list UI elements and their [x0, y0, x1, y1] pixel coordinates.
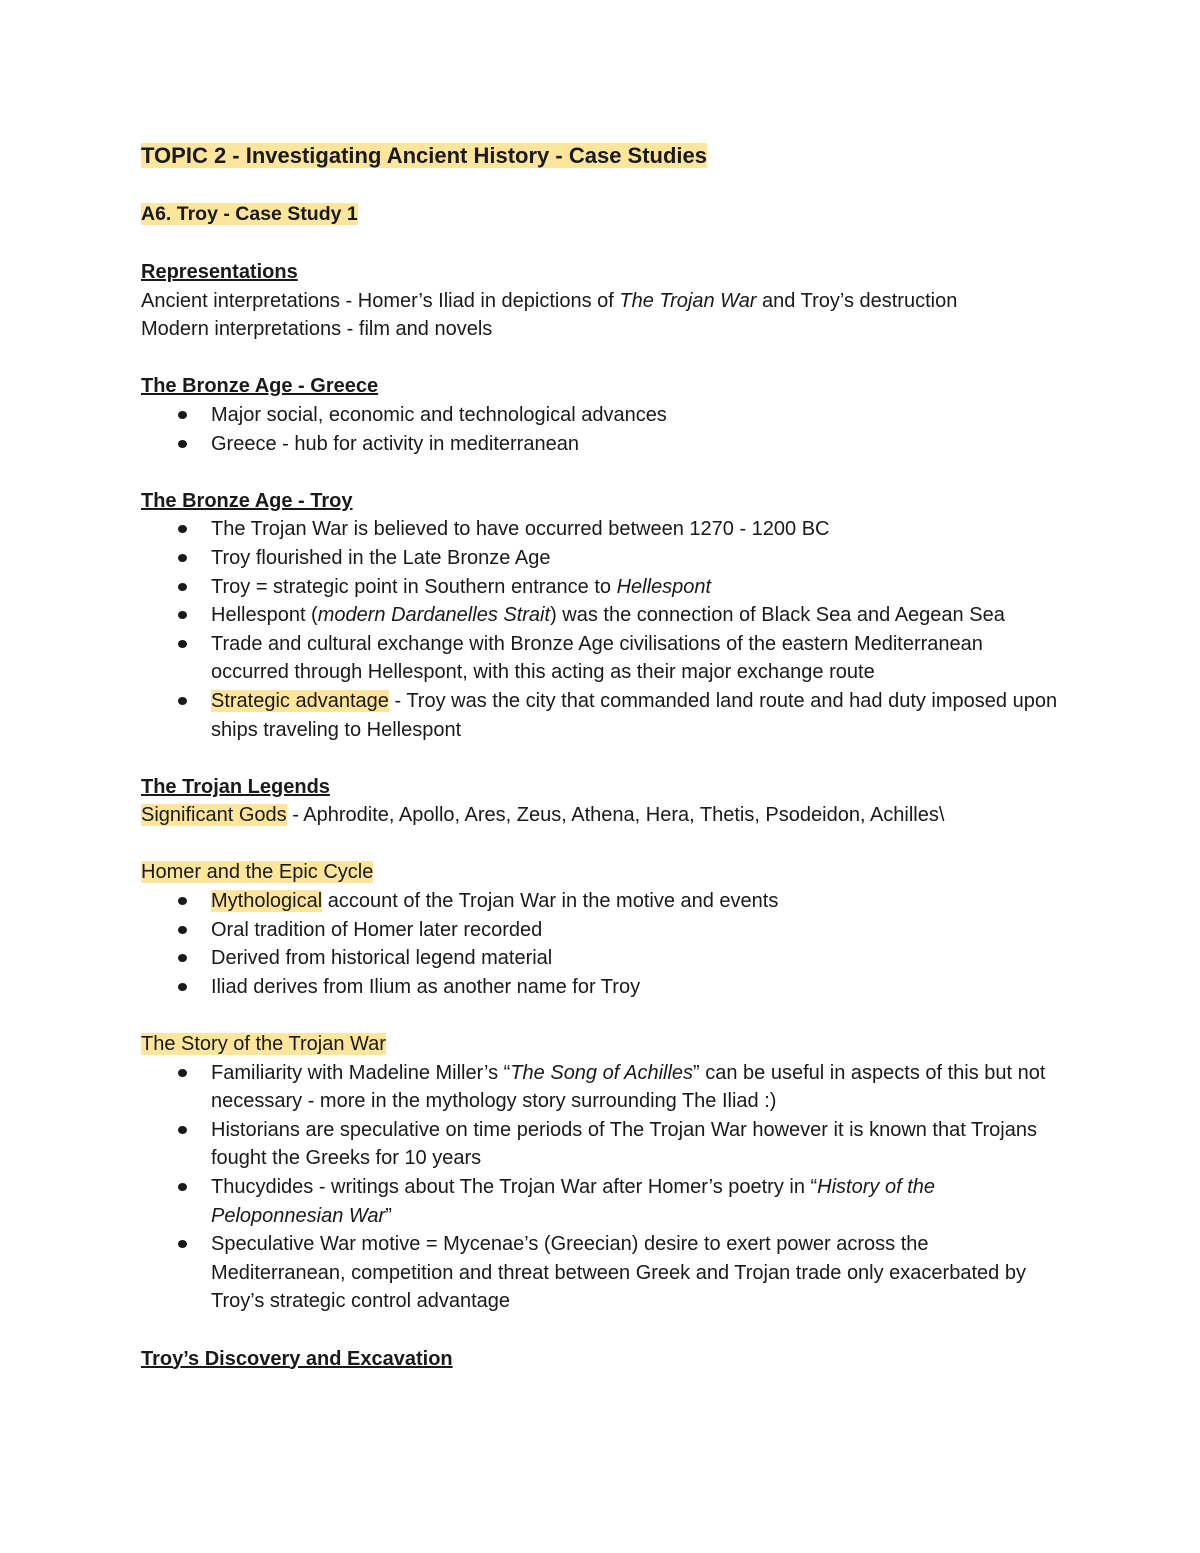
bullet-icon — [178, 1069, 187, 1077]
modern-interpretations-line: Modern interpretations - film and novels — [141, 318, 493, 341]
section-heading-discovery: Troy’s Discovery and Excavation — [141, 1347, 453, 1370]
gods-list-text: - Aphrodite, Apollo, Ares, Zeus, Athena, Hera, Thetis, Psodeidon, Achilles\ — [286, 804, 945, 827]
list-item — [141, 544, 1061, 573]
list-item-text: - Troy was the city that commanded land route and had duty imposed upon ships traveling to Hellespont — [211, 689, 1058, 741]
list-item-text: Familiarity with Madeline Miller’s “ — [211, 1061, 511, 1084]
list-item — [141, 515, 1061, 544]
list-item — [141, 430, 1061, 459]
list-item-text: ” — [385, 1204, 392, 1227]
bullet-icon — [178, 525, 187, 533]
ancient-italic: The Trojan War — [619, 289, 757, 312]
bullet-icon — [178, 640, 187, 648]
bullet-icon — [178, 411, 187, 419]
list-item-text: Speculative War motive = Mycenae’s (Greecian) desire to exert power across the Mediterranean, competition and threat between Greek and Trojan trade only exacerbated by Troy’s strategic control advantage — [211, 1233, 1026, 1313]
list-item-text: Hellespont ( — [211, 604, 318, 627]
list-item-italic: Hellespont — [616, 575, 712, 598]
list-item-italic: History of the Peloponnesian War — [211, 1176, 935, 1227]
list-item — [141, 1173, 1061, 1230]
list-item — [141, 630, 1061, 687]
bullet-icon — [178, 583, 187, 591]
section-heading-story — [141, 1030, 1061, 1059]
bullet-icon — [178, 697, 187, 705]
bullet-icon — [178, 954, 187, 962]
list-item — [141, 601, 1061, 630]
list-item-text: ) was the connection of Black Sea and Aegean Sea — [550, 604, 1005, 627]
highlighted-term: Significant Gods — [141, 804, 287, 827]
highlighted-term: Mythological — [211, 890, 323, 913]
bronze-greece-list — [141, 401, 1061, 458]
section-heading-bronze-troy: The Bronze Age - Troy — [141, 489, 353, 512]
list-item — [141, 1059, 1061, 1116]
document-subtitle — [141, 200, 1061, 228]
list-item — [141, 916, 1061, 945]
list-item-text: Trade and cultural exchange with Bronze Age civilisations of the eastern Mediterranean occurred through Hellespont, with this acting as their major exchange route — [211, 632, 983, 684]
ancient-prefix: Ancient interpretations - Homer’s Iliad in depictions of — [141, 289, 620, 312]
list-item-text: Troy = strategic point in Southern entrance to — [211, 575, 617, 598]
list-item-text: Oral tradition of Homer later recorded — [211, 918, 543, 941]
highlighted-heading: Homer and the Epic Cycle — [141, 861, 374, 884]
bullet-icon — [178, 1126, 187, 1134]
list-item-italic: modern Dardanelles Strait — [317, 604, 551, 627]
list-item-text: Troy flourished in the Late Bronze Age — [211, 546, 551, 569]
list-item-italic: The Song of Achilles — [510, 1061, 694, 1084]
document-page — [141, 140, 1061, 1373]
bullet-icon — [178, 983, 187, 991]
list-item — [141, 887, 1061, 916]
list-item — [141, 687, 1061, 744]
subtitle-text: A6. Troy - Case Study 1 — [141, 203, 358, 225]
list-item — [141, 973, 1061, 1002]
bullet-icon — [178, 1240, 187, 1248]
list-item-text: account of the Trojan War in the motive and events — [322, 890, 779, 913]
bullet-icon — [178, 897, 187, 905]
list-item-text: ” can be useful in aspects of this but not necessary - more in the mythology story surrounding The Iliad :) — [211, 1061, 1046, 1113]
title-text: TOPIC 2 - Investigating Ancient History - Case Studies — [141, 143, 708, 168]
section-heading-legends: The Trojan Legends — [141, 775, 330, 798]
document-title — [141, 140, 1061, 172]
list-item-text: Derived from historical legend material — [211, 947, 553, 970]
list-item — [141, 1230, 1061, 1316]
story-list — [141, 1059, 1061, 1316]
list-item — [141, 573, 1061, 602]
significant-gods-line — [141, 801, 1061, 830]
bullet-icon — [178, 440, 187, 448]
list-item-text: The Trojan War is believed to have occurred between 1270 - 1200 BC — [211, 518, 830, 541]
list-item — [141, 944, 1061, 973]
list-item-text: Greece - hub for activity in mediterranean — [211, 432, 579, 455]
bullet-icon — [178, 1183, 187, 1191]
highlighted-heading: The Story of the Trojan War — [141, 1033, 386, 1056]
list-item-text: Thucydides - writings about The Trojan War after Homer’s poetry in “ — [211, 1176, 818, 1198]
bullet-icon — [178, 554, 187, 562]
ancient-suffix: and Troy’s destruction — [756, 289, 958, 312]
list-item — [141, 401, 1061, 430]
list-item-text: Historians are speculative on time periods of The Trojan War however it is known that Trojans fought the Greeks for 10 years — [211, 1118, 1037, 1170]
list-item-text: Major social, economic and technological advances — [211, 403, 667, 426]
highlighted-term: Strategic advantage — [211, 689, 389, 712]
bronze-troy-list — [141, 515, 1061, 744]
ancient-interpretations-line — [141, 287, 1061, 316]
section-heading-representations: Representations — [141, 261, 298, 283]
list-item-text: Iliad derives from Ilium as another name for Troy — [211, 975, 641, 998]
section-heading-bronze-greece: The Bronze Age - Greece — [141, 375, 379, 398]
bullet-icon — [178, 611, 187, 619]
homer-list — [141, 887, 1061, 1001]
section-heading-homer — [141, 858, 1061, 887]
bullet-icon — [178, 926, 187, 934]
list-item — [141, 1116, 1061, 1173]
